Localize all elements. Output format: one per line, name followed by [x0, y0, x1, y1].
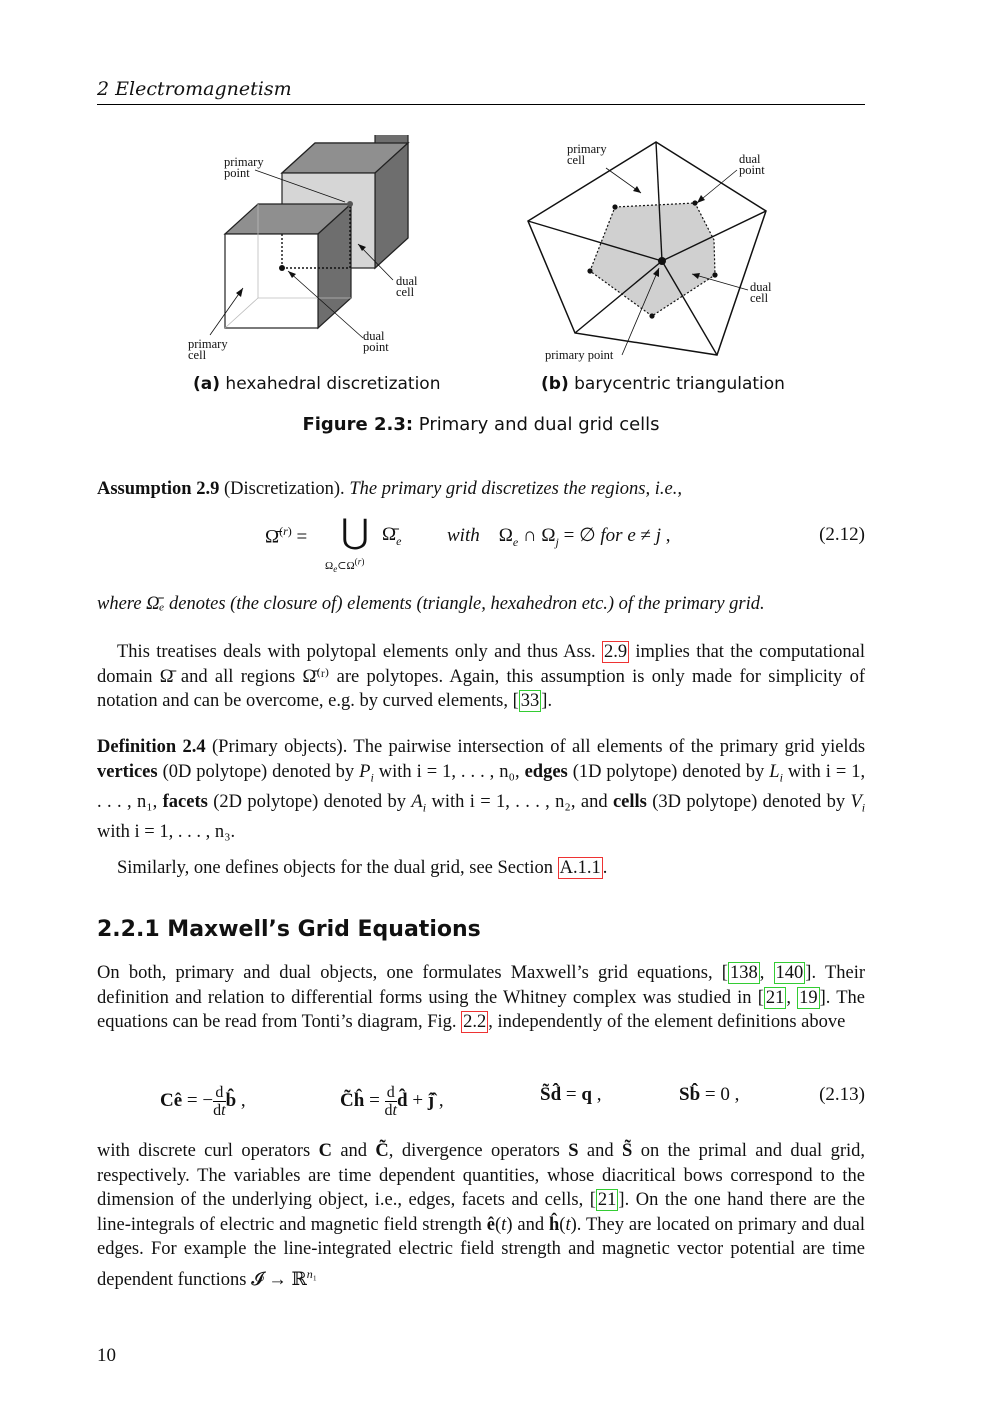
label-primary-cell-b: primary cell — [567, 142, 607, 167]
dual-cell-shape — [590, 203, 715, 316]
ref-fig-2-2[interactable]: 2.2 — [463, 1012, 487, 1032]
cite-138[interactable]: 138 — [729, 963, 758, 983]
label-dual-point-a: dual point — [363, 329, 389, 354]
assumption-after: where Ω̄ₑ denotes (the closure of) elements (triangle, hexahedron etc.) of the primary grid. — [97, 594, 765, 614]
equation-2-12: Ω̄$^{(r)}$ = ⋃ $\Omega_e\subset\Omega^{(r)}$ $\Omegā_e$ with $\Omega_e$ ∩ $\Omega_j$ = ∅ for e ≠ j , (2.12) — [265, 514, 865, 574]
cite-21[interactable]: 21 — [765, 987, 785, 1008]
label-primary-point-b: primary point — [545, 348, 614, 362]
label-dual-point-b: dual point — [739, 152, 765, 177]
header-title: 2 Electromagnetism — [97, 78, 292, 100]
paragraph-grid-equations: On both, primary and dual objects, one formulates Maxwell’s grid equations, [ 138 , 140 ]. Their definition and relation to differential forms using the Whitney complex was studied in [ 21 , 19 ]. The equations can be read from Tonti’s diagram, Fig. 2.2 , independently of the element definitions above — [97, 963, 866, 1032]
paragraph-polytopal: This treatises deals with polytopal elements only and thus Ass. 2.9 implies that the computational domain Ω̄ and all regions Ω̄⁽ʳ⁾ are polytopes. Again, this assumption is only made for simplicity of notation and can be overcome, e.g. by curved elements, [ 33 ]. — [97, 642, 865, 711]
subcaption-b: (b) barycentric triangulation — [541, 374, 785, 394]
figure-hexahedral — [180, 135, 430, 370]
paragraph-operators: with discrete curl operators C and C̃, divergence operators S and S̃ on the primal and dual grid, respectively. The variables are time dependent quantities, whose diacritical bows correspond to the dimension of the underlying object, i.e., edges, facets and cells, [ 21 ]. On the one hand there are the line-integrals of electric and magnetic field strength ê(t) and ĥ(t). They are located on primary and dual edges. For example the line-integrated electric field strength and magnetic vector potential are time dependent functions 𝓘 → ℝ$^{n_1}$ — [97, 1141, 866, 1290]
figure-caption: Figure 2.3: Primary and dual grid cells — [302, 414, 660, 435]
label-dual-cell-b: dual cell — [750, 280, 772, 305]
cite-19[interactable]: 19 — [799, 987, 818, 1008]
subcaption-a: (a) hexahedral discretization — [193, 374, 441, 394]
paragraph-dual-objects: Similarly, one defines objects for the dual grid, see Section A.1.1 . — [117, 858, 608, 878]
assumption-statement: Assumption 2.9 (Discretization). The primary grid discretizes the regions, i.e., — [97, 479, 682, 499]
ref-ass-2-9[interactable]: 2.9 — [603, 642, 628, 662]
definition-2-4: Definition 2.4 (Primary objects). The pairwise intersection of all elements of the primary grid yields vertices (0D polytope) denoted by $P_i$ with i = 1, . . . , n₀, edges (1D polytope) denoted by $L_i$ with i = 1, . . . , n₁, facets (2D polytope) denoted by $A_i$ with i = 1, . . . , n₂, and cells (3D polytope) denoted by $V_i$ with i = 1, . . . , n₃. — [97, 737, 866, 842]
page-number: 10 — [97, 1345, 116, 1366]
primary-point-center — [658, 257, 666, 265]
primary-point-marker — [347, 201, 353, 207]
ref-section-a-1-1[interactable]: A.1.1 — [559, 858, 601, 878]
label-primary-cell-a: primary cell — [188, 337, 228, 362]
dual-point-marker — [279, 265, 285, 271]
label-dual-cell-a: dual cell — [396, 274, 418, 299]
cite-140[interactable]: 140 — [775, 963, 804, 983]
label-primary-point-a: primary point — [224, 155, 264, 180]
cite-21b[interactable]: 21 — [597, 1190, 617, 1210]
running-header — [97, 78, 865, 105]
section-heading: 2.2.1 Maxwell’s Grid Equations — [97, 917, 481, 942]
equation-2-13: Cê = − $\frac{d}{dt}$ b̂̂ , C̃ĥ = $\frac{d}{dt}$ d̂̂ + ĵ̂ , S̃d̂̂ = q , Sb̂̂ = 0 , (2.13) — [160, 1084, 865, 1119]
figure-barycentric — [520, 135, 790, 370]
cite-33[interactable]: 33 — [520, 691, 540, 711]
